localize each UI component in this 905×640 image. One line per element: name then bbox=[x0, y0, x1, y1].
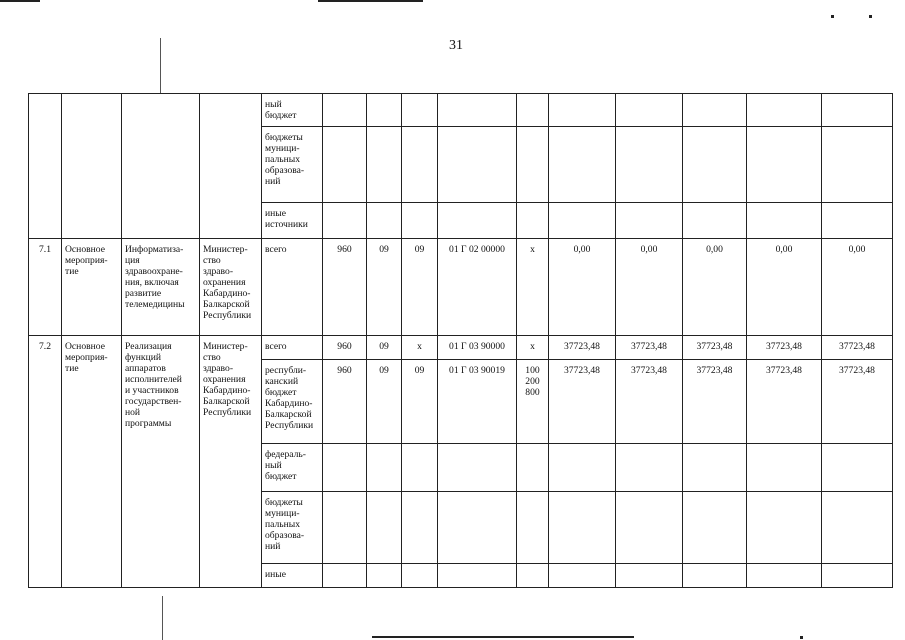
cell-type: Основное мероприя- тие bbox=[62, 336, 122, 588]
cell-source: всего bbox=[262, 239, 323, 336]
cell-value-3: 0,00 bbox=[683, 239, 747, 336]
cell-pr bbox=[402, 127, 438, 203]
cell-value-1 bbox=[549, 203, 616, 239]
cell-csr: 01 Г 03 90019 bbox=[438, 360, 517, 444]
cell-vr bbox=[517, 94, 549, 127]
cell-value-5 bbox=[822, 492, 893, 564]
cell-source: федераль- ный бюджет bbox=[262, 444, 323, 492]
cell-value-3: 37723,48 bbox=[683, 336, 747, 360]
cell-executor bbox=[200, 127, 262, 203]
scan-mark-top-dot-2 bbox=[869, 15, 872, 18]
cell-value-3 bbox=[683, 127, 747, 203]
cell-value-2: 37723,48 bbox=[616, 360, 683, 444]
cell-no bbox=[29, 127, 62, 203]
cell-pr bbox=[402, 564, 438, 588]
cell-value-4 bbox=[747, 94, 822, 127]
cell-source: иные источники bbox=[262, 203, 323, 239]
cell-vr bbox=[517, 444, 549, 492]
cell-value-2 bbox=[616, 444, 683, 492]
table-row bbox=[29, 336, 893, 360]
cell-value-1: 0,00 bbox=[549, 239, 616, 336]
cell-grbs bbox=[323, 492, 367, 564]
budget-table bbox=[28, 93, 893, 588]
cell-value-1 bbox=[549, 564, 616, 588]
cell-value-1 bbox=[549, 492, 616, 564]
cell-value-1 bbox=[549, 94, 616, 127]
cell-rz bbox=[367, 203, 402, 239]
cell-pr: 09 bbox=[402, 360, 438, 444]
cell-value-1: 37723,48 bbox=[549, 360, 616, 444]
cell-value-4: 37723,48 bbox=[747, 336, 822, 360]
cell-pr bbox=[402, 492, 438, 564]
cell-source: иные bbox=[262, 564, 323, 588]
cell-type: Основное мероприя- тие bbox=[62, 239, 122, 336]
cell-pr bbox=[402, 444, 438, 492]
cell-value-3 bbox=[683, 492, 747, 564]
cell-name bbox=[122, 127, 200, 203]
cell-value-4 bbox=[747, 203, 822, 239]
cell-source: всего bbox=[262, 336, 323, 360]
scan-mark-top-dot-1 bbox=[831, 15, 834, 18]
cell-grbs: 960 bbox=[323, 239, 367, 336]
cell-grbs bbox=[323, 564, 367, 588]
cell-rz bbox=[367, 444, 402, 492]
cell-source: республи- канский бюджет Кабардино- Балкарской Республики bbox=[262, 360, 323, 444]
cell-value-2 bbox=[616, 94, 683, 127]
cell-name: Информатиза- ция здравоохране- ния, включая развитие телемедицины bbox=[122, 239, 200, 336]
cell-rz bbox=[367, 564, 402, 588]
scan-fold-line-bottom bbox=[162, 596, 163, 640]
scan-mark-top-center bbox=[318, 0, 423, 2]
cell-executor: Министер- ство здраво- охранения Кабардино- Балкарской Республики bbox=[200, 239, 262, 336]
cell-csr bbox=[438, 492, 517, 564]
page-number: 31 bbox=[449, 38, 463, 53]
cell-type bbox=[62, 203, 122, 239]
cell-csr bbox=[438, 203, 517, 239]
cell-csr: 01 Г 03 90000 bbox=[438, 336, 517, 360]
scan-mark-top-left bbox=[0, 0, 40, 2]
cell-name bbox=[122, 203, 200, 239]
cell-vr: х bbox=[517, 239, 549, 336]
cell-value-2 bbox=[616, 492, 683, 564]
cell-value-4 bbox=[747, 564, 822, 588]
table-row bbox=[29, 203, 893, 239]
cell-value-2 bbox=[616, 564, 683, 588]
cell-vr bbox=[517, 492, 549, 564]
cell-csr bbox=[438, 564, 517, 588]
cell-value-5: 37723,48 bbox=[822, 336, 893, 360]
cell-executor bbox=[200, 94, 262, 127]
cell-vr bbox=[517, 127, 549, 203]
cell-value-3 bbox=[683, 564, 747, 588]
cell-pr: х bbox=[402, 336, 438, 360]
scan-mark-bottom-right bbox=[800, 636, 803, 639]
table-row bbox=[29, 239, 893, 336]
cell-value-4: 37723,48 bbox=[747, 360, 822, 444]
cell-value-3: 37723,48 bbox=[683, 360, 747, 444]
cell-value-4: 0,00 bbox=[747, 239, 822, 336]
cell-no: 7.1 bbox=[29, 239, 62, 336]
cell-source: бюджеты муници- пальных образова- ний bbox=[262, 492, 323, 564]
cell-value-4 bbox=[747, 127, 822, 203]
cell-type bbox=[62, 94, 122, 127]
cell-grbs: 960 bbox=[323, 360, 367, 444]
cell-value-1 bbox=[549, 127, 616, 203]
table-row bbox=[29, 127, 893, 203]
cell-vr bbox=[517, 564, 549, 588]
cell-value-5 bbox=[822, 127, 893, 203]
cell-value-3 bbox=[683, 203, 747, 239]
cell-grbs bbox=[323, 127, 367, 203]
cell-grbs bbox=[323, 94, 367, 127]
cell-value-2: 37723,48 bbox=[616, 336, 683, 360]
cell-type bbox=[62, 127, 122, 203]
cell-grbs: 960 bbox=[323, 336, 367, 360]
cell-value-2 bbox=[616, 127, 683, 203]
cell-name bbox=[122, 94, 200, 127]
cell-rz bbox=[367, 94, 402, 127]
cell-value-2: 0,00 bbox=[616, 239, 683, 336]
cell-no bbox=[29, 203, 62, 239]
cell-name: Реализация функций аппаратов исполнителей и участников государствен- ной программы bbox=[122, 336, 200, 588]
cell-pr bbox=[402, 94, 438, 127]
cell-value-3 bbox=[683, 444, 747, 492]
cell-vr: 100 200 800 bbox=[517, 360, 549, 444]
cell-source: бюджеты муници- пальных образова- ний bbox=[262, 127, 323, 203]
cell-rz bbox=[367, 127, 402, 203]
cell-no: 7.2 bbox=[29, 336, 62, 588]
scan-fold-line-top bbox=[160, 38, 161, 93]
cell-vr: х bbox=[517, 336, 549, 360]
table-row bbox=[29, 94, 893, 127]
cell-vr bbox=[517, 203, 549, 239]
cell-rz: 09 bbox=[367, 239, 402, 336]
cell-value-5 bbox=[822, 94, 893, 127]
cell-value-1 bbox=[549, 444, 616, 492]
cell-rz: 09 bbox=[367, 336, 402, 360]
cell-csr bbox=[438, 444, 517, 492]
cell-grbs bbox=[323, 203, 367, 239]
cell-executor: Министер- ство здраво- охранения Кабардино- Балкарской Республики bbox=[200, 336, 262, 588]
cell-rz bbox=[367, 492, 402, 564]
cell-source: ный бюджет bbox=[262, 94, 323, 127]
scan-mark-bottom bbox=[372, 636, 634, 638]
cell-value-5 bbox=[822, 564, 893, 588]
cell-value-5: 37723,48 bbox=[822, 360, 893, 444]
cell-pr bbox=[402, 203, 438, 239]
cell-csr bbox=[438, 94, 517, 127]
cell-rz: 09 bbox=[367, 360, 402, 444]
cell-no bbox=[29, 94, 62, 127]
cell-value-1: 37723,48 bbox=[549, 336, 616, 360]
cell-value-4 bbox=[747, 444, 822, 492]
cell-value-5: 0,00 bbox=[822, 239, 893, 336]
cell-csr bbox=[438, 127, 517, 203]
cell-csr: 01 Г 02 00000 bbox=[438, 239, 517, 336]
cell-executor bbox=[200, 203, 262, 239]
cell-pr: 09 bbox=[402, 239, 438, 336]
cell-value-5 bbox=[822, 444, 893, 492]
cell-value-3 bbox=[683, 94, 747, 127]
cell-grbs bbox=[323, 444, 367, 492]
cell-value-4 bbox=[747, 492, 822, 564]
cell-value-2 bbox=[616, 203, 683, 239]
cell-value-5 bbox=[822, 203, 893, 239]
